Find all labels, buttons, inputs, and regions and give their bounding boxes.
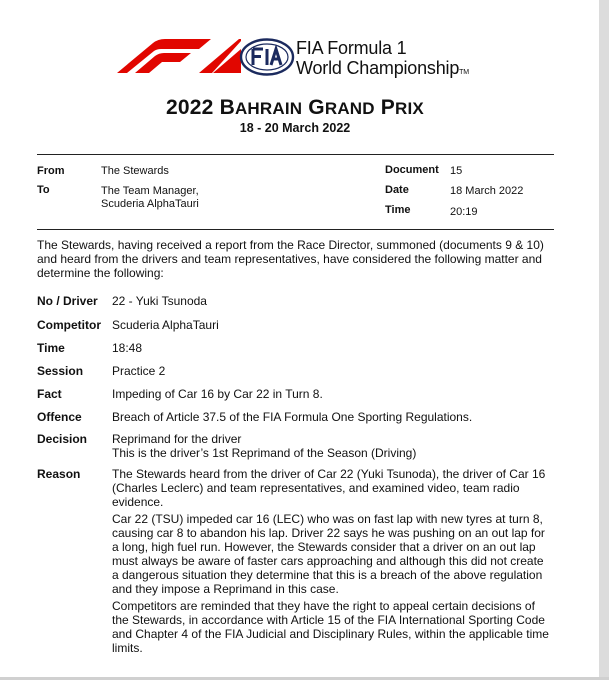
document-label: Document: [385, 164, 439, 176]
time-label: Time: [385, 204, 411, 216]
reason-paragraph: Car 22 (TSU) impeded car 16 (LEC) who was on fast lap with new tyres at turn 8, causing car 8 to abandon his lap. Driver 22 says he was pushing on an out lap for a long, high fuel run. However, the Stewards consider that a driver on an out lap must always be aware of faster cars approaching and although this did not create a dangerous situation they determine that this is a breach of the above regulation and they impose a Reprimand in this case.: [112, 512, 545, 596]
decision-value-line: This is the driver’s 1st Reprimand of the Season (Driving): [112, 446, 417, 460]
trademark-mark: TM: [459, 69, 469, 76]
org-title-line2: World Championship: [296, 58, 460, 78]
reason-paragraph: The Stewards heard from the driver of Car 22 (Yuki Tsunoda), the driver of Car 16 (Charles Leclerc) and team representatives, and examined video, team radio evidence.: [112, 467, 546, 509]
session-value: Practice 2: [112, 364, 166, 378]
org-title: [296, 38, 469, 83]
decision-value-line: Reprimand for the driver: [112, 432, 242, 446]
page-edge-right: [599, 0, 609, 680]
org-title-line1: FIA Formula 1: [296, 38, 407, 58]
date-value: 18 March 2022: [450, 185, 524, 197]
reason-paragraph: Competitors are reminded that they have the right to appeal certain decisions of the Stewards, in accordance with Article 15 of the FIA International Sporting Code and Chapter 4 of the FIA Judicial and Disciplinary Rules, within the applicable time limits.: [112, 599, 549, 655]
fia-seal-logo: [239, 38, 295, 76]
incident-time-label: Time: [37, 341, 65, 355]
fact-value: Impeding of Car 16 by Car 22 in Turn 8.: [112, 387, 323, 401]
document-value: 15: [450, 165, 463, 177]
event-title-part: RAND: [324, 99, 375, 118]
intro-paragraph: The Stewards, having received a report from the Race Director, summoned (documents 9 & 10) and heard from the drivers and team representatives, have considered the following matter and determine the following:: [37, 238, 544, 280]
offence-value: Breach of Article 37.5 of the FIA Formula One Sporting Regulations.: [112, 410, 473, 424]
to-value-line: Scuderia AlphaTauri: [101, 198, 199, 210]
event-title-part: AHRAIN: [234, 99, 303, 118]
event-title-part: 2022 B: [166, 96, 235, 119]
fact-label: Fact: [37, 387, 62, 401]
competitor-label: Competitor: [37, 318, 101, 332]
driver-value: 22 - Yuki Tsunoda: [112, 294, 207, 308]
event-title: [0, 96, 590, 120]
to-value: [101, 185, 199, 211]
decision-label: Decision: [37, 432, 88, 446]
divider-middle: [37, 229, 554, 230]
to-label: To: [37, 184, 50, 196]
competitor-value: Scuderia AlphaTauri: [112, 318, 219, 332]
event-title-part: RIX: [395, 99, 424, 118]
driver-label: No / Driver: [37, 294, 98, 308]
f1-logo: [117, 39, 241, 73]
divider-top: [37, 154, 554, 155]
decision-value: [112, 432, 552, 460]
time-value: 20:19: [450, 206, 478, 218]
reason-label: Reason: [37, 467, 81, 481]
from-value: The Stewards: [101, 165, 169, 177]
incident-time-value: 18:48: [112, 341, 143, 355]
event-title-part: G: [302, 96, 325, 119]
event-title-part: P: [374, 96, 396, 119]
offence-label: Offence: [37, 410, 82, 424]
reason-value: [112, 467, 552, 658]
date-label: Date: [385, 184, 409, 196]
to-value-line: The Team Manager,: [101, 185, 199, 197]
from-label: From: [37, 165, 65, 177]
session-label: Session: [37, 364, 84, 378]
event-dates: 18 - 20 March 2022: [239, 121, 351, 135]
